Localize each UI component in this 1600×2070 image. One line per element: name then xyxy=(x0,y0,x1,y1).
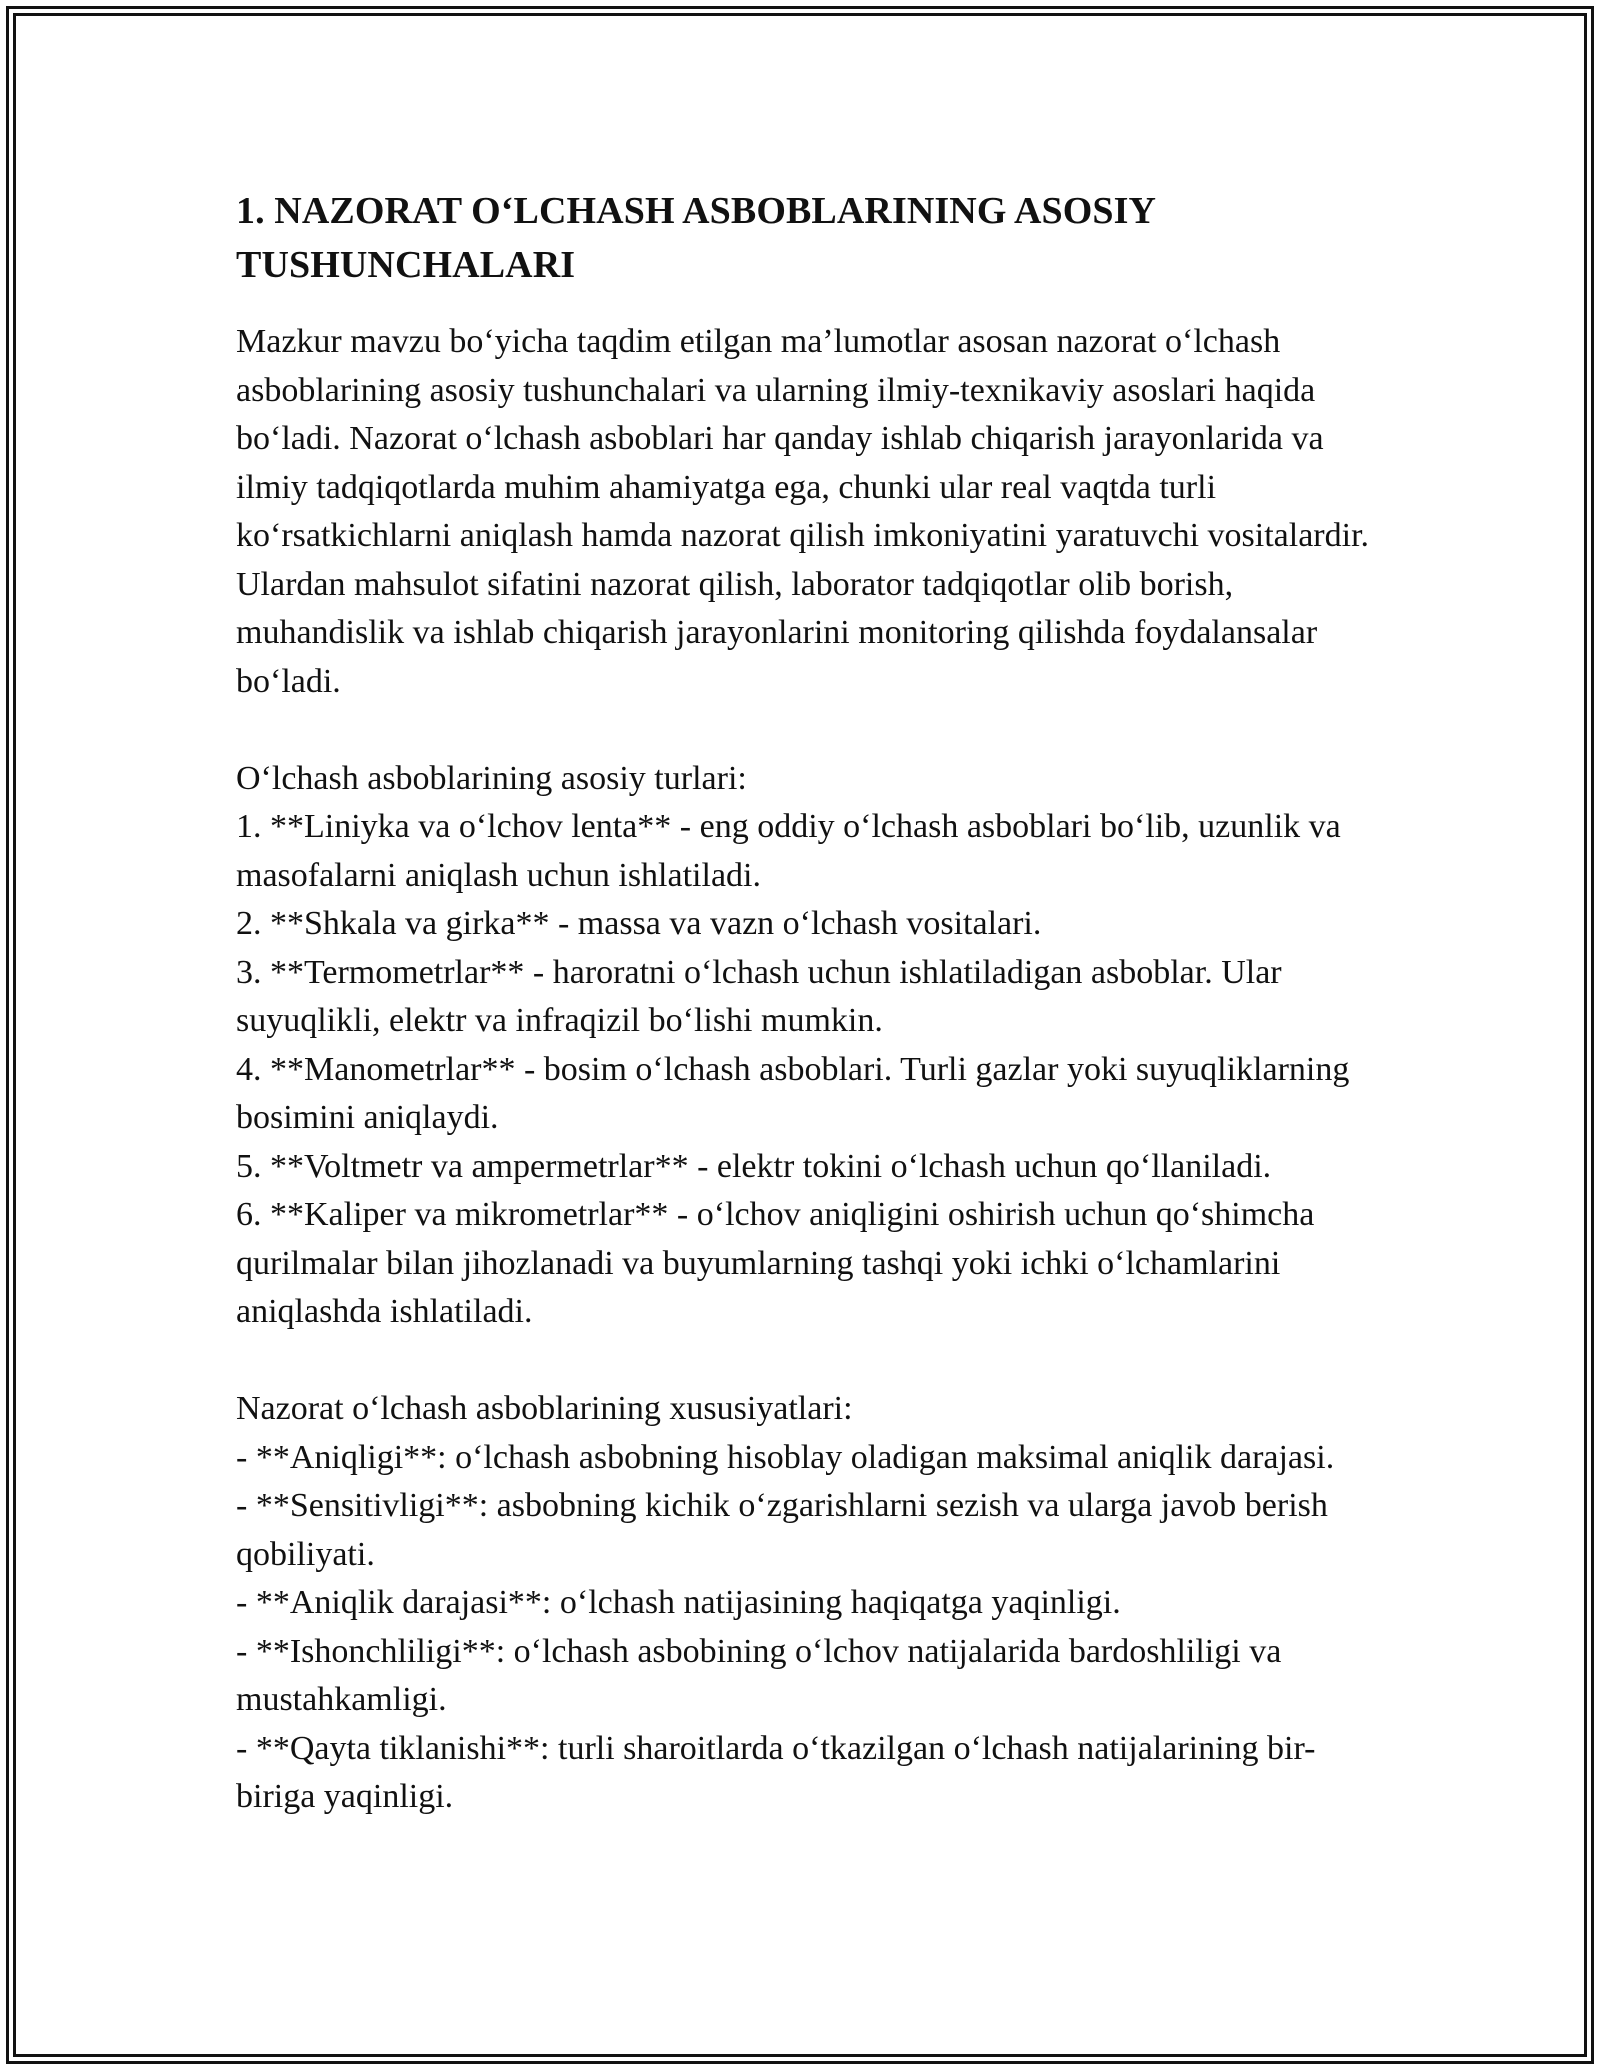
types-list-item: 1. **Liniyka va o‘lchov lenta** - eng oddiy o‘lchash asboblari bo‘lib, uzunlik va masofalarni aniqlash uchun ishlatiladi. xyxy=(236,808,1341,894)
properties-list-item: - **Aniqlik darajasi**: o‘lchash natijasining haqiqatga yaqinligi. xyxy=(236,1584,1121,1621)
properties-list-item: - **Aniqligi**: o‘lchash asbobning hisoblay oladigan maksimal aniqlik darajasi. xyxy=(236,1438,1335,1476)
types-list-item: 4. **Manometrlar** - bosim o‘lchash asboblari. Turli gazlar yoki suyuqliklarning bosimini aniqlaydi. xyxy=(236,1050,1350,1136)
properties-list-item: - **Qayta tiklanishi**: turli sharoitlarda o‘tkazilgan o‘lchash natijalarining bir-biriga yaqinligi. xyxy=(236,1729,1316,1815)
properties-heading: Nazorat o‘lchash asboblarining xususiyatlari: xyxy=(236,1390,853,1427)
types-list-item: 6. **Kaliper va mikrometrlar** - o‘lchov aniqligini oshirish uchun qo‘shimcha qurilmalar bilan jihozlanadi va buyumlarning tashqi yoki ichki o‘lchamlarini aniqlashda ishlatiladi. xyxy=(236,1196,1315,1330)
document-title: 1. NAZORAT O‘LCHASH ASBOBLARINING ASOSIY TUSHUNCHALARI xyxy=(236,190,1155,286)
types-list-item: 3. **Termometrlar** - haroratni o‘lchash uchun ishlatiladigan asboblar. Ular suyuqlikli, elektr va infraqizil bo‘lishi mumkin. xyxy=(236,953,1282,1039)
types-heading: O‘lchash asboblarining asosiy turlari: xyxy=(236,759,747,797)
types-list-item: 2. **Shkala va girka** - massa va vazn o‘lchash vositalari. xyxy=(236,905,1042,942)
document-body xyxy=(236,184,1376,1822)
properties-list-item: - **Ishonchliligi**: o‘lchash asbobining o‘lchov natijalarida bardoshliligi va mustahkamligi. xyxy=(236,1632,1282,1718)
types-list-item: 5. **Voltmetr va ampermetrlar** - elektr tokini o‘lchash uchun qo‘llaniladi. xyxy=(236,1147,1272,1185)
instrument-properties-section xyxy=(236,1385,1376,1822)
properties-list-item: - **Sensitivligi**: asbobning kichik o‘zgarishlarni sezish va ularga javob berish qobiliyati. xyxy=(236,1487,1328,1573)
intro-paragraph: Mazkur mavzu bo‘yicha taqdim etilgan ma’lumotlar asosan nazorat o‘lchash asboblarining asosiy tushunchalari va ularning ilmiy-texnikaviy asoslari haqida bo‘ladi. Nazorat o‘lchash asboblari har qanday ishlab chiqarish jarayonlarida va ilmiy tadqiqotlarda muhim ahamiyatga ega, chunki ular real vaqtda turli ko‘rsatkichlarni aniqlash hamda nazorat qilish imkoniyatini yaratuvchi vositalardir. Ulardan mahsulot sifatini nazorat qilish, laborator tadqiqotlar olib borish, muhandislik va ishlab chiqarish jarayonlarini monitoring qilishda foydalansalar bo‘ladi. xyxy=(236,323,1370,700)
instrument-types-section xyxy=(236,755,1376,1337)
